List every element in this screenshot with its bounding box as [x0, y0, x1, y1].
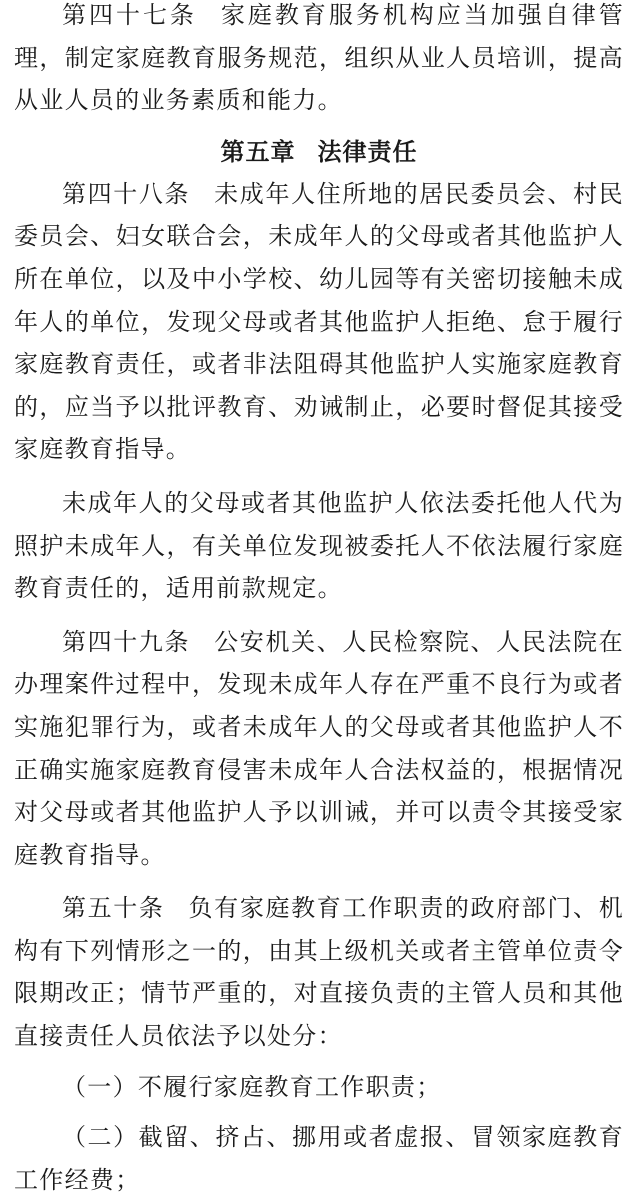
- article-47-number: 第四十七条: [62, 1, 197, 29]
- article-50-number: 第五十条: [62, 894, 165, 923]
- article-47: [14, 0, 624, 122]
- article-48-number: 第四十八条: [62, 179, 191, 208]
- article-48-paragraph-2: 未成年人的父母或者其他监护人依法委托他人代为照护未成年人，有关单位发现被委托人不依法履行家庭教育责任的，适用前款规定。: [14, 488, 624, 603]
- article-50-item-2: （二）截留、挤占、挪用或者虚报、冒领家庭教育工作经费；: [14, 1123, 624, 1194]
- article-50-item-1: （一）不履行家庭教育工作职责；: [62, 1072, 442, 1101]
- chapter-heading: [14, 131, 624, 173]
- chapter-title: 法律责任: [317, 136, 418, 166]
- chapter-number: 第五章: [220, 136, 296, 166]
- article-47-text: 家庭教育服务机构应当加强自律管理，制定家庭教育服务规范，组织从业人员培训，提高从业人员的业务素质和能力。: [14, 1, 624, 115]
- article-49-text: 公安机关、人民检察院、人民法院在办理案件过程中，发现未成年人存在严重不良行为或者实施犯罪行为，或者未成年人的父母或者其他监护人不正确实施家庭教育侵害未成年人合法权益的，根据情况对父母或者其他监护人予以训诫，并可以责令其接受家庭教育指导。: [14, 627, 624, 869]
- article-48-text: 未成年人住所地的居民委员会、村民委员会、妇女联合会，未成年人的父母或者其他监护人所在单位，以及中小学校、幼儿园等有关密切接触未成年人的单位，发现父母或者其他监护人拒绝、怠于履行家庭教育责任，或者非法阻碍其他监护人实施家庭教育的，应当予以批评教育、劝诫制止，必要时督促其接受家庭教育指导。: [14, 179, 624, 464]
- article-50-text: 负有家庭教育工作职责的政府部门、机构有下列情形之一的，由其上级机关或者主管单位责令限期改正；情节严重的，对直接负责的主管人员和其他直接责任人员依法予以处分：: [14, 894, 624, 1051]
- article-49: [14, 621, 624, 877]
- article-48: [14, 173, 624, 471]
- article-49-number: 第四十九条: [62, 627, 191, 656]
- article-50: [14, 887, 624, 1057]
